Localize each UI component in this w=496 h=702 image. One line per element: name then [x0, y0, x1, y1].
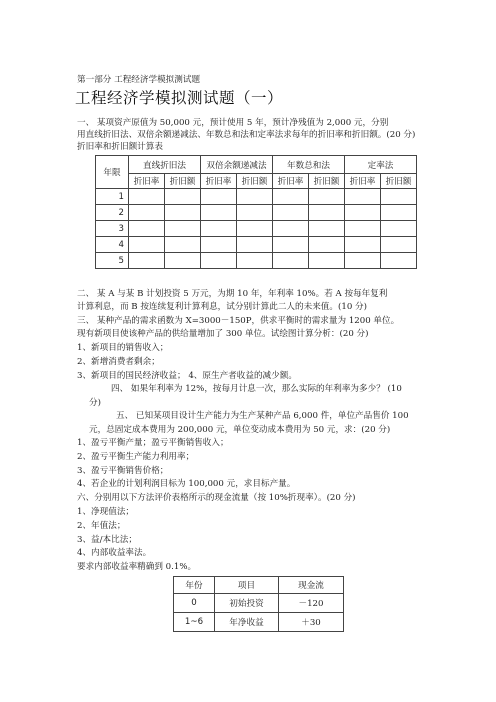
q6-item-3: 3、益/本比法； — [77, 535, 137, 545]
year-cell: 2 — [96, 205, 129, 221]
col-header: 现金流 — [279, 577, 344, 594]
sub-header: 折旧额 — [381, 174, 417, 189]
sub-header: 折旧率 — [129, 174, 165, 189]
q2-line-1: 二、 某 A 与某 B 计划投资 5 万元，为期 10 年，年利率 10%。若 A 按每年复利 — [77, 289, 388, 299]
year-cell: 3 — [96, 221, 129, 237]
q3-item-1: 1、新项目的销售收入； — [77, 343, 169, 353]
q5-line-2: 元，总固定成本费用为 200,000 元，单位变动成本费用为 50 元，求：(20 分) — [89, 425, 391, 435]
sub-header: 折旧额 — [309, 174, 345, 189]
item-cell: 年净收益 — [215, 613, 279, 632]
table-row — [96, 237, 417, 253]
q5-item-3: 3、盈亏平衡销售价格； — [77, 466, 169, 476]
q4-line-2: 分) — [89, 398, 101, 408]
method-header: 双倍余额递减法 — [201, 156, 273, 174]
q6-item-4: 4、内部收益率法。 — [77, 548, 152, 558]
sub-header: 折旧率 — [345, 174, 381, 189]
cash-cell: ＋30 — [279, 613, 344, 632]
year-header: 年限 — [96, 156, 129, 189]
q3-item-2: 2、新增消费者剩余； — [77, 357, 160, 367]
q1-line-2: 用直线折旧法、双倍余额递减法、年数总和法和定率法求每年的折旧率和折旧额。(20 分) — [77, 130, 416, 140]
table-row — [96, 253, 417, 269]
year-cell: 1~6 — [174, 613, 215, 632]
document-title: 工程经济学模拟测试题（一） — [75, 89, 284, 107]
sub-header: 折旧额 — [237, 174, 273, 189]
q1-table-caption: 折旧率和折旧额计算表 — [77, 142, 163, 152]
col-header: 年份 — [174, 577, 215, 594]
q3-line-1: 三、 某种产品的需求函数为 X=3000－150P，供求平衡时的需求量为 1200 单位。 — [77, 316, 400, 326]
q6-line-1: 六、分别用以下方法评价表格所示的现金流量（按 10%折现率）。(20 分) — [77, 493, 356, 503]
item-cell: 初始投资 — [215, 594, 279, 613]
method-header: 直线折旧法 — [129, 156, 201, 174]
sub-header: 折旧额 — [165, 174, 201, 189]
cash-cell: －120 — [279, 594, 344, 613]
q2-line-2: 计算利息，而 B 按连续复利计算利息，试分别计算此二人的未来值。(10 分) — [77, 302, 367, 312]
q5-item-1: 1、盈亏平衡产量；盈亏平衡销售收入； — [77, 438, 229, 448]
q6-note: 要求内部收益率精确到 0.1%。 — [77, 562, 197, 572]
year-cell: 1 — [96, 189, 129, 205]
q5-item-2: 2、盈亏平衡生产能力利用率； — [77, 452, 195, 462]
method-header: 定率法 — [345, 156, 417, 174]
q5-line-1: 五、 已知某项目设计生产能力为生产某种产品 6,000 件，单位产品售价 100 — [116, 411, 409, 421]
year-cell: 5 — [96, 253, 129, 269]
table-row — [174, 594, 344, 613]
q6-item-1: 1、净现值法； — [77, 507, 135, 517]
q4-line-1: 四、 如果年利率为 12%，按每月计息一次，那么实际的年利率为多少？ (10 — [111, 384, 402, 394]
table-header-row — [174, 577, 344, 594]
table-row — [96, 205, 417, 221]
q1-line-1: 一、 某项资产原值为 50,000 元，预计使用 5 年，预计净残值为 2,000 元，分别 — [77, 118, 389, 128]
method-header: 年数总和法 — [273, 156, 345, 174]
table-header-row — [96, 156, 417, 174]
table-row — [174, 613, 344, 632]
depreciation-table — [95, 155, 417, 269]
table-subheader-row — [96, 174, 417, 189]
sub-header: 折旧率 — [201, 174, 237, 189]
year-cell: 0 — [174, 594, 215, 613]
section-heading: 第一部分 工程经济学模拟测试题 — [77, 75, 201, 85]
q3-line-2: 现有新项目使该种产品的供给量增加了 300 单位。试绘图计算分析：(20 分) — [77, 329, 369, 339]
table-row — [96, 221, 417, 237]
cash-flow-table — [173, 576, 344, 632]
q6-item-2: 2、年值法； — [77, 521, 126, 531]
sub-header: 折旧率 — [273, 174, 309, 189]
col-header: 项目 — [215, 577, 279, 594]
table-row — [96, 189, 417, 205]
q5-item-4: 4、若企业的计划利润目标为 100,000 元，求目标产量。 — [77, 479, 296, 489]
year-cell: 4 — [96, 237, 129, 253]
q3-item-3: 3、新项目的国民经济收益； 4、原生产者收益的减少额。 — [77, 371, 297, 381]
